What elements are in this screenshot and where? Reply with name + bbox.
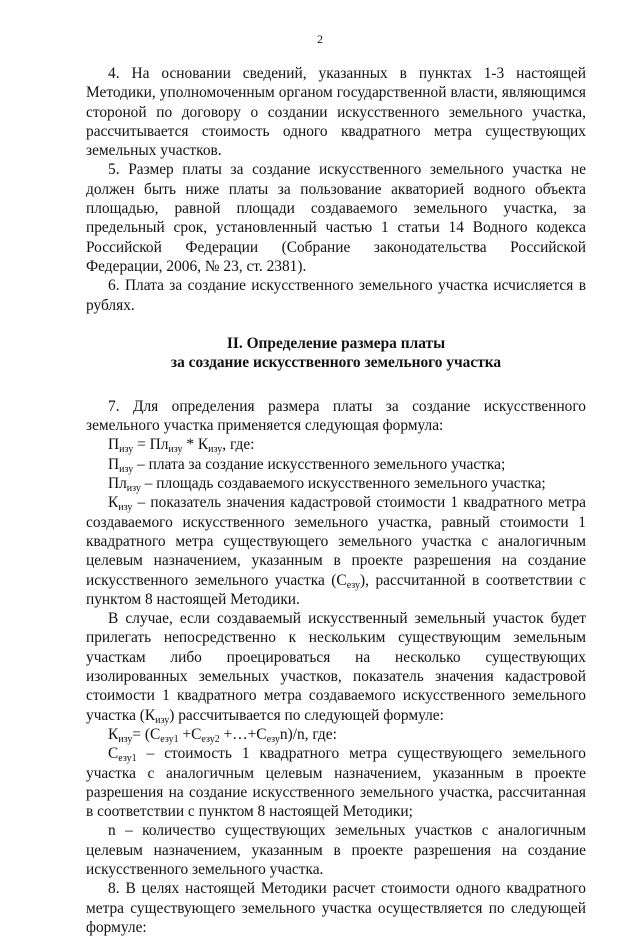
document-body [86,64,586,937]
paragraph-case: В случае, если создаваемый искусственный земельный участок будет прилегать непосредственно к нескольким существующим земельным участкам либо проецироваться на несколько существующих изолированных земельных участков, показатель значения кадастровой стоимости 1 квадратного метра создаваемого искусственного земельного участка $(К_{изу})$ рассчитывается по следующей формуле: [86,610,586,726]
paragraph-7: 7. Для определения размера платы за создание искусственного земельного участка применяется следующая формула: [86,397,586,435]
section-title-line-1: II. Определение размера платы [226,334,446,352]
section-title-line-2: за создание искусственного земельного участка [170,354,502,372]
definition-cost: $С_{езу1}$ – стоимость 1 квадратного метра существующего земельного участка с аналогичным целевым назначением, указанным в проекте разрешения на создание искусственного земельного участка, рассчитанная в соответствии с пунктом 8 настоящей Методики; [86,745,586,821]
paragraph-4: 4. На основании сведений, указанных в пунктах 1-3 настоящей Методики, уполномоченным органом государственной власти, являющимся стороной по договору о создании искусственного земельного участка, рассчитывается стоимость одного квадратного метра существующих земельных участков. [86,65,586,160]
formula-payment: $П_{изу} = Пл_{изу} * К_{изу}$, где: [108,436,255,456]
formula-coefficient: $К_{изу}= (С_{езу1} +С_{езу2}$ $+\dots+С_{езу}n)/n$, где: [108,725,337,745]
paragraph-6: 6. Плата за создание искусственного земельного участка исчисляется в рублях. [86,277,586,314]
definition-coefficient: $К_{изу}$ – показатель значения кадастровой стоимости 1 квадратного метра создаваемого искусственного земельного участка, равный стоимости 1 квадратного метра существующего земельного участка с аналогичным целевым назначением, указанным в проекте разрешения на создание искусственного земельного участка $(С_{езу})$, рассчитанной в соответствии с пунктом 8 настоящей Методики. [86,494,587,608]
paragraph-5: 5. Размер платы за создание искусственного земельного участка не должен быть ниже платы за пользование акваторией водного объекта площадью, равной площади создаваемого земельного участка, за предельный срок, установленный частью 1 статьи 14 Водного кодекса Российской Федерации (Собрание законодательства Российской Федерации, 2006, № 23, ст. 2381). [86,161,586,275]
definition-payment: $П_{изу}$ – плата за создание искусственного земельного участка; [108,455,506,475]
paragraph-8: 8. В целях настоящей Методики расчет стоимости одного квадратного метра существующего земельного участка осуществляется по следующей формуле: [86,880,586,936]
page-number: 2 [317,32,323,46]
definition-area: $Пл_{изу}$ – площадь создаваемого искусственного земельного участка; [108,475,546,495]
definition-count: n – количество существующих земельных участков с аналогичным целевым назначением, указанным в проекте разрешения на создание искусственного земельного участка. [86,822,586,878]
